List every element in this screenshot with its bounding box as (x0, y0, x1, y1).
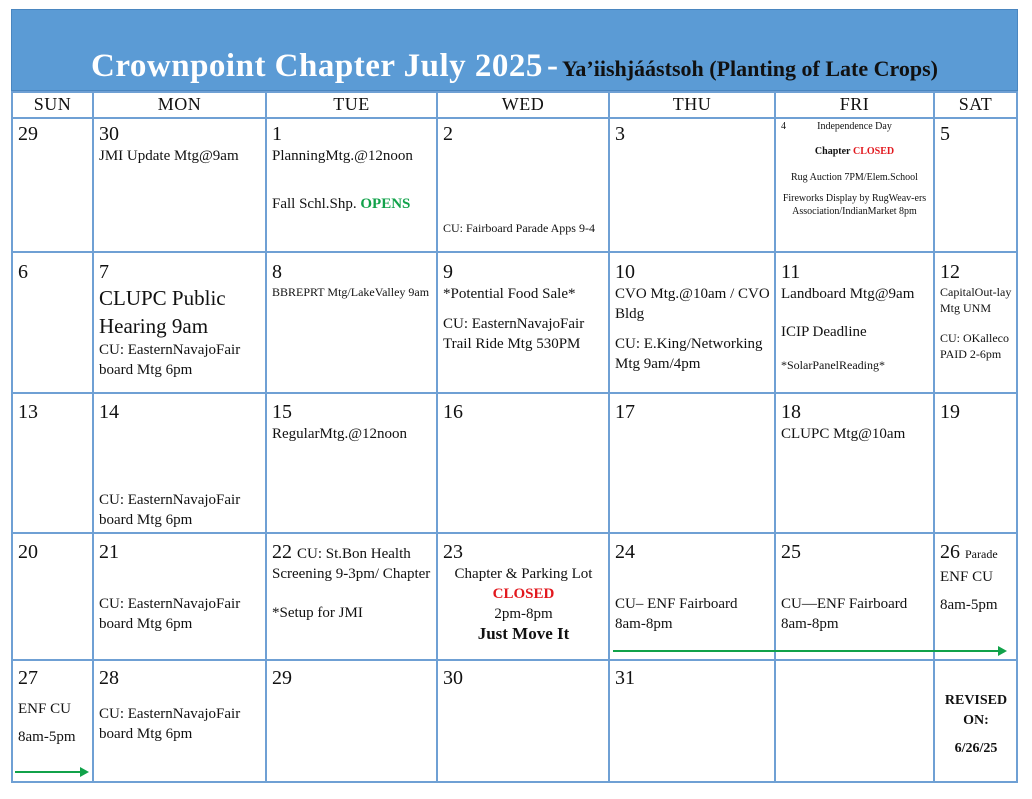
day-cell[interactable] (935, 534, 1016, 659)
dow-fri: FRI (839, 94, 870, 114)
day-cell[interactable] (13, 119, 92, 251)
day-cell[interactable] (935, 119, 1016, 251)
event-text: *Setup for JMI (272, 605, 363, 621)
day-number-value: 26 (940, 541, 960, 563)
day-cell[interactable] (438, 534, 608, 659)
day-number: 11 (781, 261, 801, 283)
day-number: 14 (99, 401, 119, 423)
title-separator: - (546, 48, 558, 84)
day-cell[interactable] (267, 119, 436, 251)
day-cell[interactable] (94, 394, 265, 532)
day-cell[interactable] (94, 119, 265, 251)
day-number: 16 (443, 401, 463, 423)
day-cell[interactable] (94, 534, 265, 659)
day-number: 28 (99, 667, 119, 689)
day-cell[interactable] (13, 394, 92, 532)
day-number (940, 540, 1012, 564)
event-text: *SolarPanelReading* (781, 358, 885, 372)
day-number: 8 (272, 261, 282, 283)
event-text: ENF CU (18, 701, 71, 717)
multiday-arrow-line (613, 650, 999, 652)
opens-badge: OPENS (360, 196, 411, 212)
day-cell[interactable] (610, 394, 774, 532)
event-text: Rug Auction 7PM/Elem.School (791, 172, 918, 183)
event-text: CLUPC Mtg@10am (781, 426, 906, 442)
day-number (272, 540, 432, 564)
day-cell[interactable] (776, 534, 933, 659)
day-number: 30 (443, 667, 463, 689)
dow-mon: MON (157, 94, 202, 114)
event-text: Screening 9-3pm/ Chapter (272, 566, 431, 582)
grid-line (1016, 91, 1018, 783)
day-cell[interactable] (610, 119, 774, 251)
day-number: 23 (443, 541, 463, 563)
day-number: 6 (18, 261, 28, 283)
day-cell[interactable] (94, 661, 265, 781)
day-number: 21 (99, 541, 119, 563)
dow-thu: THU (672, 94, 712, 114)
event-text: 8am-5pm (18, 729, 76, 745)
day-number-value: 22 (272, 541, 292, 563)
event-text: CU: St.Bon Health (297, 546, 411, 562)
day-cell[interactable] (935, 253, 1016, 392)
dow-sun: SUN (33, 94, 72, 114)
day-cell[interactable] (13, 661, 92, 781)
day-number: 12 (940, 261, 960, 283)
event-text: CapitalOut-layMtg UNM (940, 285, 1012, 315)
day-number: 15 (272, 401, 292, 423)
calendar-title (12, 48, 1017, 85)
day-cell[interactable] (267, 661, 436, 781)
event-text: CU: EasternNavajoFair board Mtg 6pm (99, 706, 241, 742)
day-number: 30 (99, 123, 119, 145)
day-cell[interactable] (776, 119, 933, 251)
event-text: 8am-5pm (940, 597, 998, 613)
dow-wed: WED (501, 94, 545, 114)
event-text: Fireworks Display by RugWeav-ers Association/IndianMarket 8pm (782, 193, 927, 217)
arrow-right-icon (998, 646, 1007, 656)
day-cell[interactable] (438, 253, 608, 392)
day-number: 29 (272, 667, 292, 689)
day-number: 17 (615, 401, 635, 423)
day-number: 29 (18, 123, 38, 145)
day-number: 25 (781, 541, 801, 563)
day-number: 20 (18, 541, 38, 563)
title-subtitle: Ya’iishjáástsoh (Planting of Late Crops) (561, 56, 938, 81)
revised-label: REVISED ON: (944, 693, 1008, 728)
event-text-part: Chapter (814, 146, 851, 157)
event-text-part: Fall Schl.Shp. (272, 196, 357, 212)
closed-badge: CLOSED (492, 586, 555, 602)
event-text: CU– ENF Fairboard 8am-8pm (615, 596, 738, 632)
day-number: 19 (940, 401, 960, 423)
day-cell[interactable] (13, 534, 92, 659)
day-number: 24 (615, 541, 635, 563)
event-text: 2pm-8pm (494, 606, 553, 622)
closed-badge: CLOSED (852, 146, 895, 157)
title-main: Crownpoint Chapter July 2025 (91, 48, 543, 84)
fri-header (779, 119, 930, 145)
dow-sat: SAT (958, 94, 993, 114)
event-text: JMI Update Mtg@9am (99, 148, 239, 164)
event-text (779, 145, 930, 158)
event-text: CU: EasternNavajoFair board Mtg 6pm (99, 342, 241, 378)
day-cell[interactable] (267, 394, 436, 532)
day-number: 31 (615, 667, 635, 689)
event-text: ICIP Deadline (781, 324, 867, 340)
day-cell[interactable] (267, 253, 436, 392)
event-text (272, 194, 432, 214)
event-text: Parade (965, 547, 998, 561)
calendar-header (11, 9, 1018, 91)
day-cell-empty[interactable] (776, 661, 933, 781)
event-text: CU—ENF Fairboard 8am-8pm (781, 596, 908, 632)
day-cell[interactable] (935, 394, 1016, 532)
event-text: CU: EasternNavajoFair board Mtg 6pm (99, 596, 241, 632)
event-text: CU: EasternNavajoFair Trail Ride Mtg 530PM (443, 316, 585, 352)
day-number: 1 (272, 123, 282, 145)
day-number: 3 (615, 123, 625, 145)
day-cell[interactable] (438, 394, 608, 532)
event-text: Just Move It (477, 624, 570, 643)
event-text: PlanningMtg.@12noon (272, 148, 413, 164)
day-cell[interactable] (94, 253, 265, 392)
day-number: 5 (940, 123, 950, 145)
day-number: 13 (18, 401, 38, 423)
event-text: CLUPC Public Hearing 9am (99, 286, 226, 338)
event-text: Independence Day (817, 121, 892, 132)
day-cell[interactable] (776, 253, 933, 392)
day-number: 18 (781, 401, 801, 423)
day-number: 10 (615, 261, 635, 283)
day-cell[interactable] (438, 119, 608, 251)
event-text: CU: OKallecoPAID 2-6pm (940, 331, 1009, 361)
grid-line (11, 781, 1018, 783)
event-text: CVO Mtg.@10am / CVO Bldg (615, 286, 770, 322)
revised-date: 6/26/25 (954, 741, 998, 756)
multiday-arrow-line (15, 771, 80, 773)
day-number: 9 (443, 261, 453, 283)
event-text: CU: E.King/Networking Mtg 9am/4pm (615, 336, 763, 372)
day-cell[interactable] (610, 534, 774, 659)
day-number: 4 (781, 121, 786, 132)
day-number: 27 (18, 667, 38, 689)
dow-tue: TUE (333, 94, 370, 114)
day-number: 7 (99, 261, 109, 283)
event-text: CU: EasternNavajoFair board Mtg 6pm (99, 492, 241, 528)
event-text: Landboard Mtg@9am (781, 286, 915, 302)
day-cell[interactable] (610, 661, 774, 781)
day-cell[interactable] (13, 253, 92, 392)
event-text: Chapter & Parking Lot (454, 566, 593, 582)
event-text: *Potential Food Sale* (443, 286, 576, 302)
revised-note (935, 661, 1016, 781)
day-cell[interactable] (438, 661, 608, 781)
day-cell[interactable] (776, 394, 933, 532)
event-text: RegularMtg.@12noon (272, 426, 408, 442)
event-text: ENF CU (940, 569, 993, 585)
day-cell[interactable] (267, 534, 436, 659)
day-number: 2 (443, 123, 453, 145)
arrow-right-icon (80, 767, 89, 777)
event-text: BBREPRT Mtg/LakeValley 9am (272, 285, 430, 299)
event-text: CU: Fairboard Parade Apps 9-4 (443, 221, 595, 235)
day-cell[interactable] (610, 253, 774, 392)
